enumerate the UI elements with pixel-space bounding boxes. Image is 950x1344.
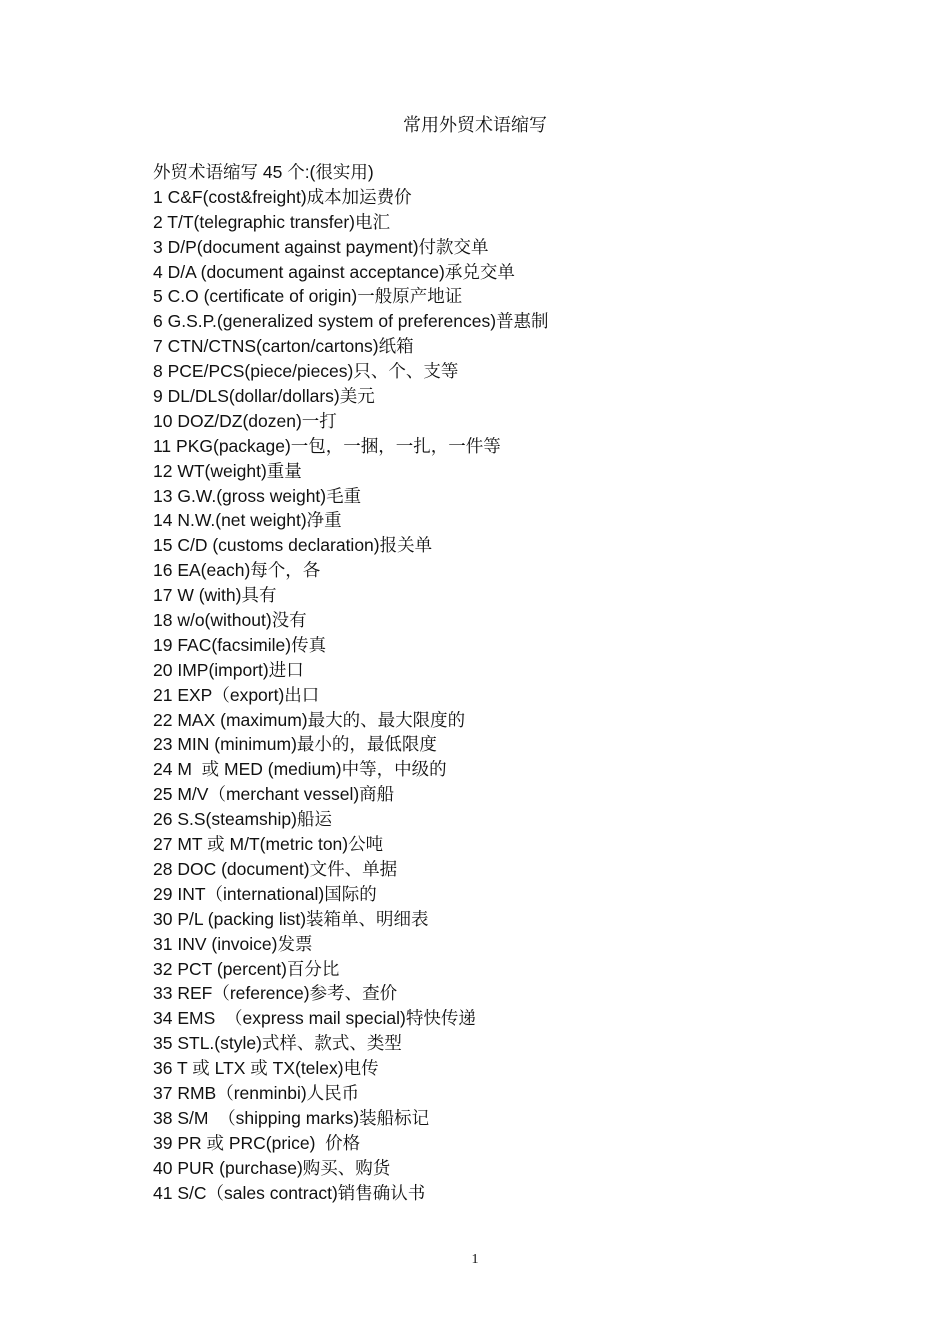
list-item: 4 D/A (document against acceptance)承兑交单 [153,261,515,282]
list-item: 23 MIN (minimum)最小的，最低限度 [153,734,437,755]
list-item: 29 INT（international)国际的 [153,883,377,904]
list-item: 1 C&F(cost&freight)成本加运费价 [153,186,412,207]
list-item: 6 G.S.P.(generalized system of preferences)普惠制 [153,311,549,332]
list-item: 21 EXP（export)出口 [153,684,320,705]
list-item: 26 S.S(steamship)船运 [153,809,332,830]
list-item: 41 S/C（sales contract)销售确认书 [153,1182,426,1203]
list-item: 34 EMS （express mail special)特快传递 [153,1008,476,1029]
list-item: 8 PCE/PCS(piece/pieces)只、个、支等 [153,361,459,382]
list-item: 2 T/T(telegraphic transfer)电汇 [153,211,390,232]
list-item: 10 DOZ/DZ(dozen)一打 [153,410,337,431]
list-item: 40 PUR (purchase)购买、购货 [153,1157,391,1178]
list-item: 27 MT 或 M/T(metric ton)公吨 [153,834,384,855]
list-intro: 外贸术语缩写 45 个:(很实用) [153,162,374,182]
list-item: 16 EA(each)每个，各 [153,560,321,581]
document-title: 常用外贸术语缩写 [403,115,547,136]
list-item: 30 P/L (packing list)装箱单、明细表 [153,908,429,929]
list-item: 15 C/D (customs declaration)报关单 [153,535,433,556]
abbreviation-list [153,160,853,1205]
list-item: 12 WT(weight)重量 [153,460,302,481]
list-item: 33 REF（reference)参考、查价 [153,983,398,1004]
list-item: 28 DOC (document)文件、单据 [153,858,398,879]
list-item: 38 S/M （shipping marks)装船标记 [153,1107,430,1128]
list-item: 17 W (with)具有 [153,585,277,606]
list-item: 35 STL.(style)式样、款式、类型 [153,1033,402,1054]
list-item: 20 IMP(import)进口 [153,659,304,680]
list-item: 22 MAX (maximum)最大的、最大限度的 [153,709,466,730]
list-item: 13 G.W.(gross weight)毛重 [153,485,362,506]
list-item: 32 PCT (percent)百分比 [153,958,340,979]
list-item: 5 C.O (certificate of origin)一般原产地证 [153,286,463,307]
list-item: 37 RMB（renminbi)人民币 [153,1082,360,1103]
list-item: 11 PKG(package)一包，一捆，一扎，一件等 [153,435,501,456]
list-item: 39 PR 或 PRC(price) 价格 [153,1132,361,1153]
list-item: 24 M 或 MED (medium)中等，中级的 [153,759,447,780]
list-item: 18 w/o(without)没有 [153,610,307,631]
list-item: 3 D/P(document against payment)付款交单 [153,236,489,257]
page-number: 1 [471,1252,479,1267]
list-item: 7 CTN/CTNS(carton/cartons)纸箱 [153,336,414,357]
list-item: 14 N.W.(net weight)净重 [153,510,342,531]
list-item: 31 INV (invoice)发票 [153,933,313,954]
list-item: 25 M/V（merchant vessel)商船 [153,784,395,805]
list-item: 9 DL/DLS(dollar/dollars)美元 [153,386,375,407]
list-item: 36 T 或 LTX 或 TX(telex)电传 [153,1058,379,1079]
list-item: 19 FAC(facsimile)传真 [153,634,327,655]
